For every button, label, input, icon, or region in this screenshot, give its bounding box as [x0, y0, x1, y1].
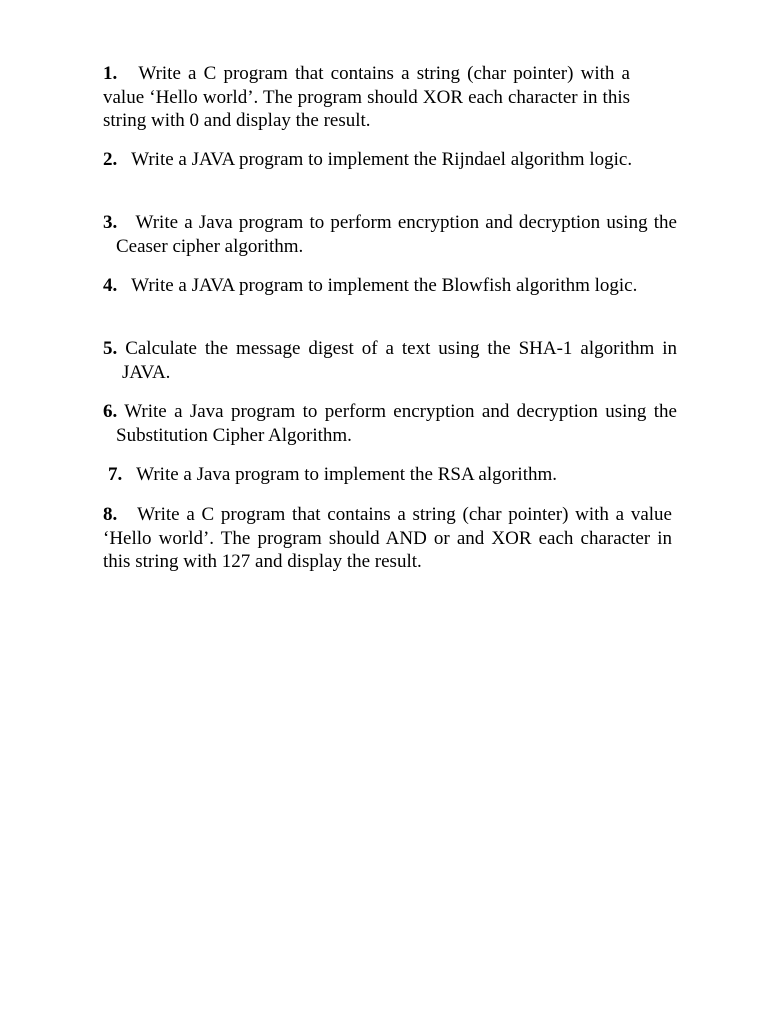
question-number: 2. — [103, 149, 118, 170]
question-5 — [103, 337, 677, 384]
question-1 — [103, 62, 630, 133]
question-text: Calculate the message digest of a text using the SHA-1 algorithm in JAVA. — [122, 338, 677, 383]
question-text: Write a C program that contains a string (char pointer) with a value ‘Hello world’. The program should XOR each character in this string with 0 and display the result. — [103, 63, 630, 132]
question-number: 3. — [103, 212, 118, 233]
question-text: Write a Java program to perform encryption and decryption using the Substitution Cipher Algorithm. — [116, 401, 677, 446]
question-number: 1. — [103, 63, 118, 84]
question-number: 5. — [103, 338, 118, 359]
question-text: Write a C program that contains a string (char pointer) with a value ‘Hello world’. The program should AND or and XOR each character in this string with 127 and display the result. — [103, 504, 672, 573]
question-number: 8. — [103, 504, 118, 525]
question-3 — [103, 211, 677, 258]
question-text: Write a JAVA program to implement the Blowfish algorithm logic. — [131, 275, 638, 296]
question-6 — [103, 400, 677, 447]
question-7 — [103, 463, 677, 487]
question-4 — [103, 274, 677, 298]
question-text: Write a Java program to perform encryption and decryption using the Ceaser cipher algorithm. — [116, 212, 677, 257]
question-number: 4. — [103, 275, 118, 296]
question-2 — [103, 148, 677, 172]
question-number: 7. — [108, 464, 123, 485]
question-8 — [103, 503, 672, 574]
question-text: Write a JAVA program to implement the Rijndael algorithm logic. — [131, 149, 633, 170]
question-number: 6. — [103, 401, 118, 422]
question-text: Write a Java program to implement the RSA algorithm. — [136, 464, 558, 485]
